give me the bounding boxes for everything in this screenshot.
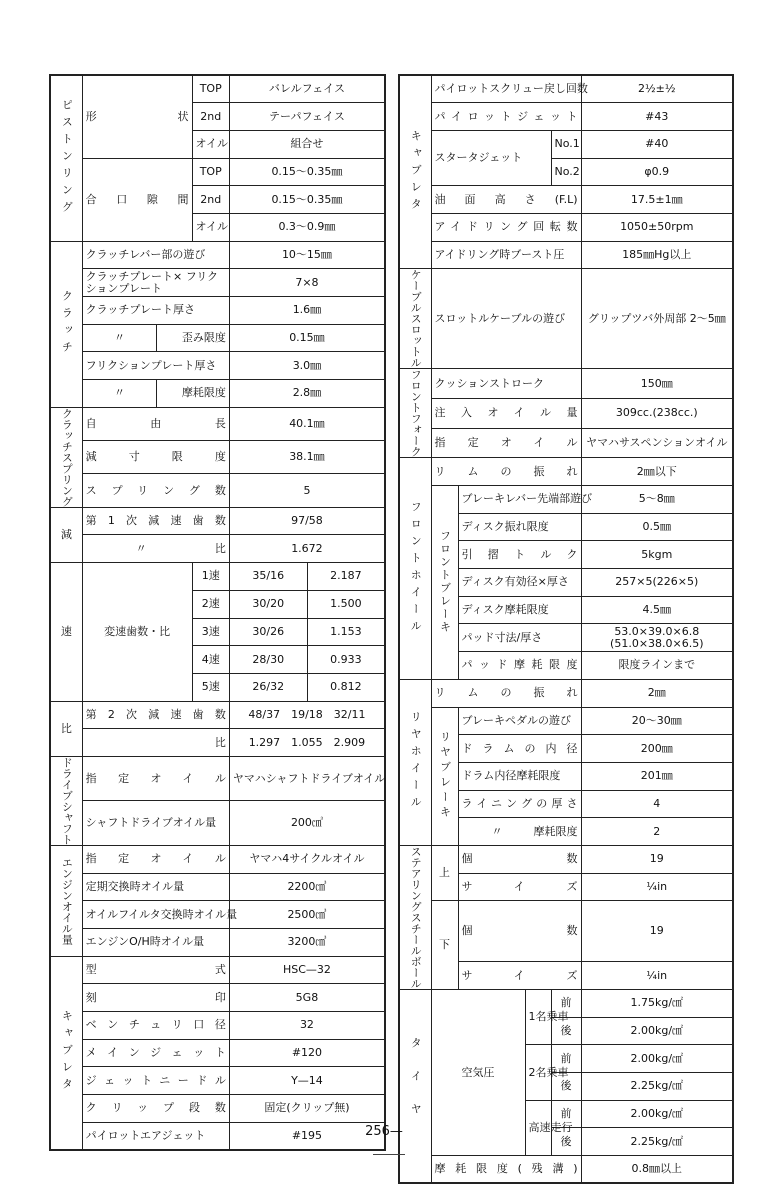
drag-torque-label: 引摺トルク xyxy=(458,541,581,569)
fork-oil-quantity-label: 注入オイル量 xyxy=(431,398,581,428)
idle-speed-label: アイドリング回転数 xyxy=(431,213,581,241)
gap-oil-value: 0.3～0.9㎜ xyxy=(229,213,385,241)
fork-oil-type-value: ヤマハサスペンションオイル xyxy=(581,428,733,458)
drum-wear-label: ドラム内径摩耗限度 xyxy=(458,762,581,790)
high-speed-rear-value: 2.25kg/㎠ xyxy=(581,1128,733,1156)
rear-label: 後 xyxy=(551,1017,581,1045)
pad-size-label: パッド寸法/厚さ xyxy=(458,624,581,652)
warp-limit-value: 0.15㎜ xyxy=(229,324,385,352)
front-rim-runout-value: 2㎜以下 xyxy=(581,458,733,486)
front-brake-group: フロントブレーキ xyxy=(431,486,458,680)
idle-boost-value: 185㎜Hg以上 xyxy=(581,241,733,269)
spring-count-label: スプリング数 xyxy=(82,474,229,507)
min-length-value: 38.1㎜ xyxy=(229,441,385,474)
clutch-plate-thickness-value: 1.6㎜ xyxy=(229,297,385,325)
one-rider-rear-value: 2.00kg/㎠ xyxy=(581,1017,733,1045)
ball-size-label: サイズ xyxy=(458,962,581,990)
steering-ball-group: ステアリングスチールボール xyxy=(399,845,431,989)
gear-name: 3速 xyxy=(192,618,229,646)
secondary-teeth-value: 48/37 19/18 32/11 xyxy=(229,701,385,729)
lining-wear-value: 2 xyxy=(581,818,733,846)
drum-wear-value: 201㎜ xyxy=(581,762,733,790)
venturi-value: 32 xyxy=(229,1012,385,1040)
ditto-mark: 〃 xyxy=(491,824,503,838)
front-label: 前 xyxy=(551,1045,581,1073)
disc-size-value: 257×5(226×5) xyxy=(581,569,733,597)
fork-oil-type-label: 指定オイル xyxy=(431,428,581,458)
rear-wheel-group: リヤホイール xyxy=(399,679,431,845)
lower-ball-size: ¼in xyxy=(581,962,733,990)
idle-speed-value: 1050±50rpm xyxy=(581,213,733,241)
engine-oil-group: エンジンオイル量 xyxy=(50,845,82,956)
primary-ratio-label: 〃 比 xyxy=(82,535,229,563)
pad-size-value: 53.0×39.0×6.8 (51.0×38.0×6.5) xyxy=(581,624,733,652)
carb-type-label: 型式 xyxy=(82,956,229,984)
gear-teeth: 30/26 xyxy=(229,618,307,646)
carb-marking-value: 5G8 xyxy=(229,984,385,1012)
shaft-oil-type-value: ヤマハシャフトドライブオイル xyxy=(229,756,385,801)
filter-change-oil-value: 2500㎤ xyxy=(229,901,385,929)
rear-label: 後 xyxy=(551,1073,581,1101)
two-riders-rear-value: 2.25kg/㎠ xyxy=(581,1073,733,1101)
clutch-lever-label: クラッチレバー部の遊び xyxy=(82,241,229,269)
gear-ratio: 1.153 xyxy=(307,618,385,646)
disc-runout-label: ディスク振れ限度 xyxy=(458,513,581,541)
disc-runout-value: 0.5㎜ xyxy=(581,513,733,541)
gear-ratio: 0.812 xyxy=(307,673,385,701)
starter-no1-value: #40 xyxy=(581,130,733,158)
starter-no2-value: φ0.9 xyxy=(581,158,733,186)
gap-2nd-value: 0.15～0.35㎜ xyxy=(229,186,385,214)
gear-ratio: 2.187 xyxy=(307,563,385,591)
starter-no2-label: No.2 xyxy=(551,158,581,186)
brake-lever-play-value: 5～8㎜ xyxy=(581,486,733,514)
secondary-teeth-label: 第2次減速歯数 xyxy=(82,701,229,729)
fuel-level-label: 油面高さ(F.L) xyxy=(431,186,581,214)
gap-top-value: 0.15～0.35㎜ xyxy=(229,158,385,186)
one-rider-label: 1名乗車 xyxy=(525,989,551,1044)
clutch-lever-value: 10～15㎜ xyxy=(229,241,385,269)
wear-limit-value: 2.8㎜ xyxy=(229,380,385,408)
gear-name: 2速 xyxy=(192,590,229,618)
pilot-screw-value: 2½±½ xyxy=(581,75,733,103)
disc-size-label: ディスク有効径×厚さ xyxy=(458,569,581,597)
front-wheel-group: フロントホイール xyxy=(399,458,431,680)
overhaul-oil-label: エンジンO/H時オイル量 xyxy=(82,929,229,957)
brake-lever-play-label: ブレーキレバー先端部遊び xyxy=(458,486,581,514)
gear-teeth: 26/32 xyxy=(229,673,307,701)
high-speed-label: 高速走行 xyxy=(525,1100,551,1155)
starter-jet-label: スタータジェット xyxy=(431,130,551,185)
page-number: 256— xyxy=(365,1124,403,1139)
fork-oil-quantity-value: 309cc.(238cc.) xyxy=(581,398,733,428)
pilot-jet-value: #43 xyxy=(581,103,733,131)
piston-shape-label: 形状 xyxy=(82,75,192,158)
tread-wear-label: 摩耗限度(残溝) xyxy=(431,1156,581,1184)
high-speed-front-value: 2.00kg/㎠ xyxy=(581,1100,733,1128)
engine-oil-type-value: ヤマハ4サイクルオイル xyxy=(229,845,385,873)
shaft-oil-quantity-value: 200㎤ xyxy=(229,801,385,846)
idle-boost-label: アイドリング時ブースト圧 xyxy=(431,241,581,269)
front-label: 前 xyxy=(551,1100,581,1128)
lining-thickness-label: ライニングの厚さ xyxy=(458,790,581,818)
ditto-mark: 〃 xyxy=(82,380,157,408)
pad-wear-value: 限度ラインまで xyxy=(581,652,733,680)
right-spec-table xyxy=(398,74,734,1184)
primary-teeth-label: 第1次減速歯数 xyxy=(82,507,229,535)
cushion-stroke-value: 150㎜ xyxy=(581,369,733,399)
free-length-value: 40.1㎜ xyxy=(229,407,385,440)
pilot-air-jet-label: パイロットエアジェット xyxy=(82,1122,229,1150)
starter-no1-label: No.1 xyxy=(551,130,581,158)
warp-limit-label: 歪み限度 xyxy=(157,324,230,352)
rear-rim-runout-value: 2㎜ xyxy=(581,679,733,707)
piston-ring-group: ピストンリング xyxy=(50,75,82,241)
shape-top-value: バレルフェイス xyxy=(229,75,385,103)
clutch-plate-count-label: クラッチプレート× フリクションプレート xyxy=(82,269,229,297)
ring-oil-label: オイル xyxy=(192,130,229,158)
piston-gap-label: 合口隙間 xyxy=(82,158,192,241)
main-jet-label: メインジェット xyxy=(82,1039,229,1067)
friction-plate-thickness-label: フリクションプレート厚さ xyxy=(82,352,229,380)
left-spec-table xyxy=(49,74,386,1151)
brake-pedal-play-value: 20～30㎜ xyxy=(581,707,733,735)
periodic-oil-change-value: 2200㎤ xyxy=(229,873,385,901)
disc-wear-value: 4.5㎜ xyxy=(581,596,733,624)
ring-2nd-label: 2nd xyxy=(192,103,229,131)
drum-diameter-value: 200㎜ xyxy=(581,735,733,763)
ditto-mark: 〃 xyxy=(82,324,157,352)
drum-diameter-label: ドラムの内径 xyxy=(458,735,581,763)
jet-needle-label: ジェットニードル xyxy=(82,1067,229,1095)
lining-thickness-value: 4 xyxy=(581,790,733,818)
pilot-jet-label: パイロットジェット xyxy=(431,103,581,131)
reduction-group-2: 速 xyxy=(50,563,82,701)
clutch-spring-group: クラッチスプリング xyxy=(50,407,82,507)
friction-plate-thickness-value: 3.0㎜ xyxy=(229,352,385,380)
carb-type-value: HSC—32 xyxy=(229,956,385,984)
clip-position-value: 固定(クリップ無) xyxy=(229,1095,385,1123)
wear-limit-label: 摩耗限度 xyxy=(157,380,230,408)
ring-top-label: TOP xyxy=(192,75,229,103)
carb-marking-label: 刻印 xyxy=(82,984,229,1012)
lining-wear-label: 〃 摩耗限度 xyxy=(458,818,581,846)
ball-size-label: サイズ xyxy=(458,873,581,901)
gear-ratio: 1.500 xyxy=(307,590,385,618)
gear-name: 4速 xyxy=(192,646,229,674)
front-rim-runout-label: リムの振れ xyxy=(431,458,581,486)
throttle-cable-group: ケーブルスロットル xyxy=(399,269,431,369)
brake-pedal-play-label: ブレーキペダルの遊び xyxy=(458,707,581,735)
shaft-oil-type-label: 指定オイル xyxy=(82,756,229,801)
reduction-group-1: 減 xyxy=(50,507,82,562)
ring-top-label: TOP xyxy=(192,158,229,186)
cushion-stroke-label: クッションストローク xyxy=(431,369,581,399)
free-length-label: 自由長 xyxy=(82,407,229,440)
front-label: 前 xyxy=(551,989,581,1017)
shape-2nd-value: テーパフェイス xyxy=(229,103,385,131)
clip-position-label: クリップ段数 xyxy=(82,1095,229,1123)
min-length-label: 減寸限度 xyxy=(82,441,229,474)
front-fork-group: フロントフォーク xyxy=(399,369,431,458)
gear-teeth-label: 変速歯数・比 xyxy=(82,563,192,701)
clutch-group: クラッチ xyxy=(50,241,82,407)
clutch-plate-thickness-label: クラッチプレート厚さ xyxy=(82,297,229,325)
disc-wear-label: ディスク摩耗限度 xyxy=(458,596,581,624)
upper-ball-count: 19 xyxy=(581,845,733,873)
throttle-play-value: グリップツバ外周部 2～5㎜ xyxy=(581,269,733,369)
ring-oil-label: オイル xyxy=(192,213,229,241)
drag-torque-value: 5kgm xyxy=(581,541,733,569)
lower-ball-count: 19 xyxy=(581,901,733,962)
two-riders-label: 2名乗車 xyxy=(525,1045,551,1100)
two-riders-front-value: 2.00kg/㎠ xyxy=(581,1045,733,1073)
engine-oil-type-label: 指定オイル xyxy=(82,845,229,873)
upper-ball-size: ¼in xyxy=(581,873,733,901)
upper-race-label: 上 xyxy=(431,845,458,900)
carburetor-group: キャブレタ xyxy=(50,956,82,1150)
pad-wear-label: パッド摩耗限度 xyxy=(458,652,581,680)
shaft-oil-quantity-label: シャフトドライブオイル量 xyxy=(82,801,229,846)
tire-pressure-label: 空気圧 xyxy=(431,989,525,1155)
pilot-screw-label: パイロットスクリュー戻し回数 xyxy=(431,75,581,103)
lower-race-label: 下 xyxy=(431,901,458,990)
rear-rim-runout-label: リムの振れ xyxy=(431,679,581,707)
gear-teeth: 35/16 xyxy=(229,563,307,591)
main-jet-value: #120 xyxy=(229,1039,385,1067)
gear-teeth: 28/30 xyxy=(229,646,307,674)
venturi-label: ベンチュリ口径 xyxy=(82,1012,229,1040)
rear-label: 後 xyxy=(551,1128,581,1156)
drive-shaft-group: ドライブシャフト xyxy=(50,756,82,845)
throttle-play-label: スロットルケーブルの遊び xyxy=(431,269,581,369)
clutch-plate-count-value: 7×8 xyxy=(229,269,385,297)
primary-teeth-value: 97/58 xyxy=(229,507,385,535)
fuel-level-value: 17.5±1㎜ xyxy=(581,186,733,214)
page-underline xyxy=(373,1154,405,1155)
spring-count-value: 5 xyxy=(229,474,385,507)
shape-oil-value: 組合せ xyxy=(229,130,385,158)
ditto-mark: 〃 xyxy=(135,541,147,555)
reduction-group-3: 比 xyxy=(50,701,82,756)
gear-name: 1速 xyxy=(192,563,229,591)
secondary-ratio-value: 1.297 1.055 2.909 xyxy=(229,729,385,757)
one-rider-front-value: 1.75kg/㎠ xyxy=(581,989,733,1017)
gear-name: 5速 xyxy=(192,673,229,701)
jet-needle-value: Y—14 xyxy=(229,1067,385,1095)
filter-change-oil-label: オイルフイルタ交換時オイル量 xyxy=(82,901,229,929)
ring-2nd-label: 2nd xyxy=(192,186,229,214)
periodic-oil-change-label: 定期交換時オイル量 xyxy=(82,873,229,901)
gear-teeth: 30/20 xyxy=(229,590,307,618)
tire-group: タイヤ xyxy=(399,989,431,1183)
gear-ratio: 0.933 xyxy=(307,646,385,674)
ball-count-label: 個数 xyxy=(458,901,581,962)
tread-wear-value: 0.8㎜以上 xyxy=(581,1156,733,1184)
pilot-air-jet-value: #195 xyxy=(229,1122,385,1150)
carburetor-group: キャブレタ xyxy=(399,75,431,269)
ball-count-label: 個数 xyxy=(458,845,581,873)
secondary-ratio-label: 比 xyxy=(82,729,229,757)
overhaul-oil-value: 3200㎤ xyxy=(229,929,385,957)
rear-brake-group: リヤブレーキ xyxy=(431,707,458,845)
primary-ratio-value: 1.672 xyxy=(229,535,385,563)
